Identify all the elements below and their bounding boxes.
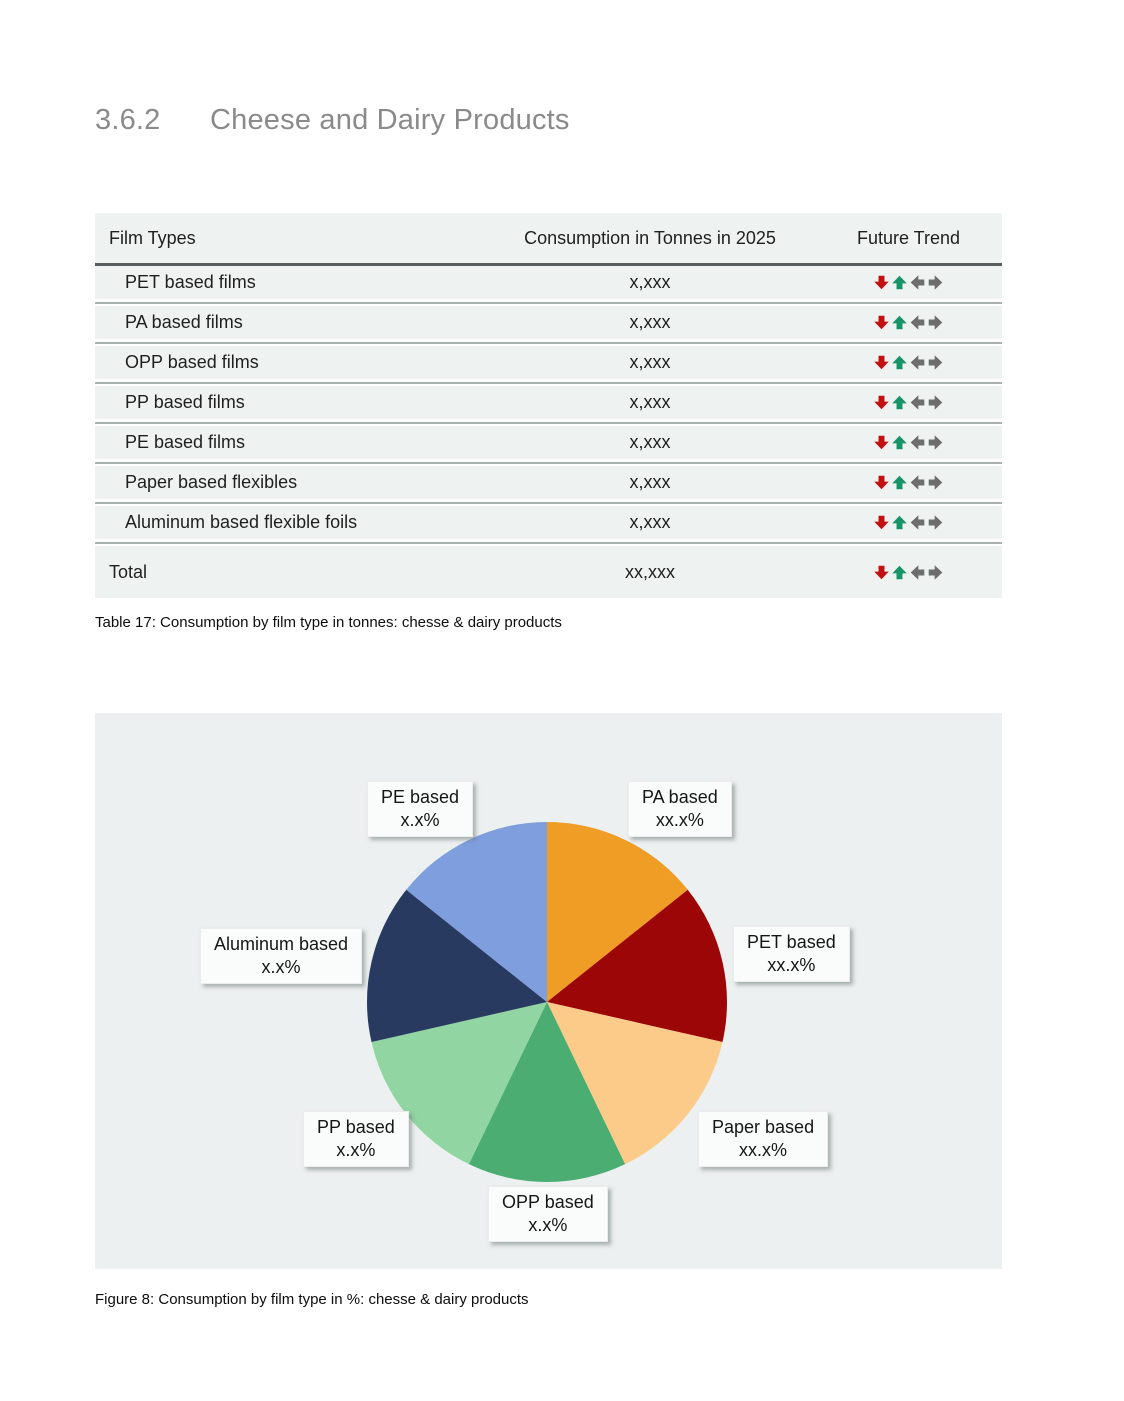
consumption-table <box>95 213 1002 598</box>
trend-up-icon <box>891 514 908 531</box>
consumption-value: x,xxx <box>629 352 671 372</box>
consumption-value: x,xxx <box>629 432 671 452</box>
row-divider <box>95 459 1002 466</box>
table-row <box>95 506 1002 539</box>
trend-up-icon <box>891 394 908 411</box>
pie-label-value: x.x% <box>400 810 440 830</box>
table-row <box>95 386 1002 419</box>
consumption-value: x,xxx <box>629 312 671 332</box>
trend-right-icon <box>927 314 944 331</box>
total-label: Total <box>109 561 148 582</box>
trend-down-icon <box>873 354 890 371</box>
table-row <box>95 466 1002 499</box>
section-title: Cheese and Dairy Products <box>210 104 570 136</box>
trend-left-icon <box>909 354 926 371</box>
table-caption: Table 17: Consumption by film type in tonnes: chesse & dairy products <box>95 614 562 631</box>
row-divider <box>95 379 1002 386</box>
film-type-label: PP based films <box>125 392 245 412</box>
column-header-future-trend: Future Trend <box>856 227 961 248</box>
film-type-label: PE based films <box>125 432 246 452</box>
trend-up-icon <box>891 434 908 451</box>
section-heading <box>95 104 570 137</box>
trend-left-icon <box>909 434 926 451</box>
pie-label-value: x.x% <box>528 1215 568 1235</box>
table-header-row <box>95 213 1002 263</box>
trend-up-icon <box>891 274 908 291</box>
trend-right-icon <box>927 434 944 451</box>
trend-arrows <box>873 394 944 411</box>
trend-arrows <box>873 314 944 331</box>
trend-right-icon <box>927 564 944 581</box>
table-row <box>95 426 1002 459</box>
pie-label-value: xx.x% <box>655 810 704 830</box>
pie-label-name: PE based <box>381 787 460 807</box>
row-divider <box>95 539 1002 546</box>
film-type-label: OPP based films <box>125 352 259 372</box>
figure-caption: Figure 8: Consumption by film type in %: chesse & dairy products <box>95 1291 529 1308</box>
row-divider <box>95 299 1002 306</box>
pie-label-value: x.x% <box>336 1140 376 1160</box>
trend-up-icon <box>891 474 908 491</box>
trend-arrows <box>873 514 944 531</box>
consumption-value: x,xxx <box>629 512 671 532</box>
pie-label-value: xx.x% <box>767 955 816 975</box>
trend-down-icon <box>873 474 890 491</box>
trend-up-icon <box>891 564 908 581</box>
pie-label-name: PET based <box>747 932 836 952</box>
pie-label-pet-based <box>733 926 850 982</box>
film-type-label: PET based films <box>125 272 256 292</box>
trend-left-icon <box>909 564 926 581</box>
pie-label-name: OPP based <box>502 1192 594 1212</box>
trend-down-icon <box>873 314 890 331</box>
pie-label-name: PP based <box>317 1117 395 1137</box>
row-divider <box>95 419 1002 426</box>
pie-label-opp-based <box>488 1186 608 1242</box>
trend-down-icon <box>873 514 890 531</box>
pie-label-pp-based <box>303 1111 409 1167</box>
table-row <box>95 266 1002 299</box>
trend-left-icon <box>909 514 926 531</box>
film-type-label: Aluminum based flexible foils <box>125 512 358 532</box>
trend-arrows <box>873 354 944 371</box>
table-row <box>95 346 1002 379</box>
trend-left-icon <box>909 394 926 411</box>
trend-left-icon <box>909 314 926 331</box>
pie-label-paper-based <box>698 1111 828 1167</box>
pie-chart <box>362 817 732 1187</box>
column-header-consumption: Consumption in Tonnes in 2025 <box>524 227 776 248</box>
trend-arrows <box>873 474 944 491</box>
pie-label-pa-based <box>628 781 732 837</box>
film-type-label: Paper based flexibles <box>125 472 298 492</box>
table-row <box>95 306 1002 339</box>
pie-label-name: PA based <box>642 787 718 807</box>
consumption-value: x,xxx <box>629 272 671 292</box>
trend-down-icon <box>873 564 890 581</box>
table-total-row <box>95 546 1002 598</box>
trend-down-icon <box>873 394 890 411</box>
pie-label-value: xx.x% <box>739 1140 788 1160</box>
trend-up-icon <box>891 314 908 331</box>
row-divider <box>95 339 1002 346</box>
column-header-film-types: Film Types <box>109 227 196 248</box>
trend-right-icon <box>927 394 944 411</box>
section-number: 3.6.2 <box>95 104 161 136</box>
pie-label-pe-based <box>367 781 473 837</box>
consumption-value: x,xxx <box>629 392 671 412</box>
trend-down-icon <box>873 434 890 451</box>
pie-label-name: Aluminum based <box>214 934 349 954</box>
consumption-value: x,xxx <box>629 472 671 492</box>
trend-right-icon <box>927 354 944 371</box>
pie-label-aluminum-based <box>200 928 362 984</box>
total-value: xx,xxx <box>624 561 675 582</box>
row-divider <box>95 499 1002 506</box>
trend-arrows <box>873 274 944 291</box>
pie-label-value: x.x% <box>261 957 301 977</box>
trend-right-icon <box>927 474 944 491</box>
pie-label-name: Paper based <box>712 1117 815 1137</box>
film-type-label: PA based films <box>125 312 243 332</box>
trend-right-icon <box>927 514 944 531</box>
trend-left-icon <box>909 274 926 291</box>
pie-chart-panel <box>95 713 1002 1269</box>
trend-arrows <box>873 434 944 451</box>
trend-down-icon <box>873 274 890 291</box>
trend-up-icon <box>891 354 908 371</box>
trend-left-icon <box>909 474 926 491</box>
trend-arrows <box>873 564 944 581</box>
trend-right-icon <box>927 274 944 291</box>
